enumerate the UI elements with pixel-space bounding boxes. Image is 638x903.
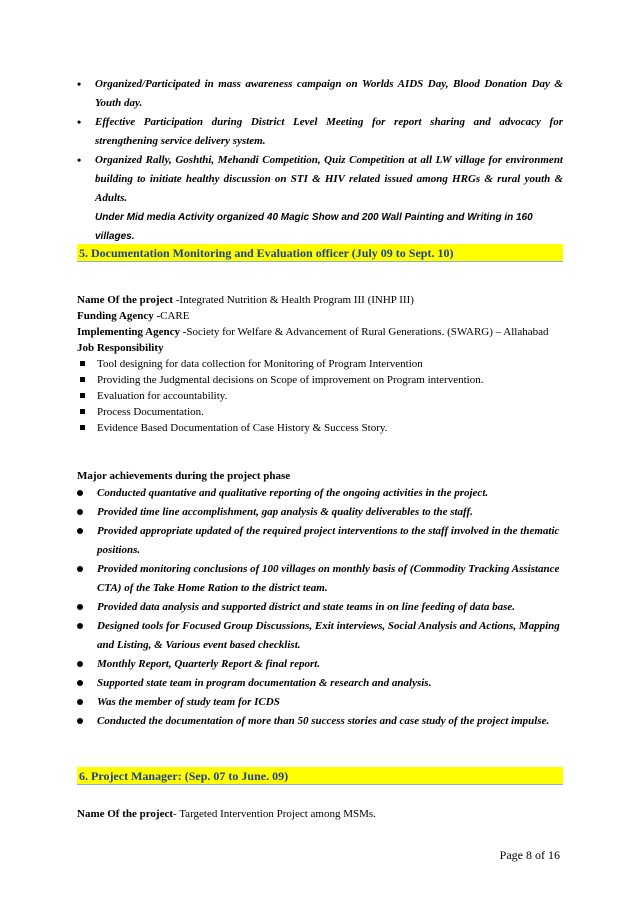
responsibility-list: [77, 356, 563, 436]
list-item: [77, 388, 563, 404]
list-item-text: Providing the Judgmental decisions on Scope of improvement on Program intervention.: [97, 374, 484, 386]
list-item-text: Evaluation for accountability.: [97, 390, 228, 402]
bullet-icon: [77, 490, 83, 496]
bullet-icon: [77, 680, 83, 686]
list-item-text: Tool designing for data collection for Monitoring of Program Intervention: [97, 358, 423, 370]
bullet-icon: [77, 566, 83, 572]
list-item: [77, 151, 563, 208]
list-item-text: Process Documentation.: [97, 406, 204, 418]
page-number: Page 8 of 16: [499, 848, 560, 862]
list-item-text: Provided appropriate updated of the required project interventions to the staff involved in the thematic positions.: [97, 525, 560, 556]
achievement-list: [77, 484, 563, 731]
implementing-line: [77, 324, 563, 340]
bullet-icon: [77, 528, 83, 534]
list-item-text: Monthly Report, Quarterly Report & final report.: [97, 658, 321, 670]
square-bullet-icon: [80, 425, 85, 430]
list-item-text: Provided data analysis and supported district and state teams in on line feeding of data base.: [97, 601, 516, 613]
bullet-icon: [77, 699, 83, 705]
list-item-text: Was the member of study team for ICDS: [97, 696, 280, 708]
list-item: [77, 674, 563, 693]
project-label: Name Of the project: [77, 808, 174, 820]
funding-value: CARE: [160, 310, 190, 322]
bullet-icon: •: [77, 115, 82, 129]
list-item-text: Organized/Participated in mass awareness campaign on Worlds AIDS Day, Blood Donation Day & Youth day.: [95, 78, 563, 109]
square-bullet-icon: [80, 377, 85, 382]
bullet-icon: [77, 718, 83, 724]
list-item-text: Provided time line accomplishment, gap analysis & quality deliverables to the staff.: [97, 506, 473, 518]
mid-media-note: Under Mid media Activity organized 40 Magic Show and 200 Wall Painting and Writing in 160 villages.: [95, 212, 533, 242]
top-bullet-list: [77, 75, 563, 246]
project-details: [77, 292, 563, 436]
list-item: [77, 655, 563, 674]
square-bullet-icon: [80, 409, 85, 414]
square-bullet-icon: [80, 361, 85, 366]
job-responsibility-label: Job Responsibility: [77, 342, 164, 354]
project-value: - Targeted Intervention Project among MSMs.: [173, 808, 376, 820]
bullet-icon: •: [77, 153, 82, 167]
list-item: [77, 404, 563, 420]
implementing-label: Implementing Agency -: [77, 326, 187, 338]
achievements-label: Major achievements during the project phase: [77, 470, 291, 482]
list-item-text: Effective Participation during District Level Meeting for report sharing and advocacy for strengthening service delivery system.: [95, 116, 563, 147]
list-item: [77, 75, 563, 113]
list-item: [77, 356, 563, 372]
list-item: [77, 693, 563, 712]
project-label: Name Of the project: [77, 294, 174, 306]
project-value: -Integrated Nutrition & Health Program III (INHP III): [173, 294, 414, 306]
list-item-text: Designed tools for Focused Group Discussions, Exit interviews, Social Analysis and Actions, Mapping and Listing, & Various event based checklist.: [97, 620, 560, 651]
implementing-value: Society for Welfare & Advancement of Rural Generations. (SWARG) – Allahabad: [186, 326, 549, 338]
bullet-icon: [77, 623, 83, 629]
list-item: [77, 420, 563, 436]
section-heading: 5. Documentation Monitoring and Evaluation officer (July 09 to Sept. 10): [77, 244, 563, 262]
section-heading: 6. Project Manager: (Sep. 07 to June. 09): [77, 767, 563, 785]
list-item-text: Supported state team in program documentation & research and analysis.: [97, 677, 432, 689]
bullet-icon: [77, 604, 83, 610]
funding-label: Funding Agency -: [77, 310, 161, 322]
list-item: [77, 712, 563, 731]
bullet-icon: [77, 661, 83, 667]
bullet-icon: [77, 509, 83, 515]
list-item: [77, 617, 563, 655]
list-item: [77, 503, 563, 522]
square-bullet-icon: [80, 393, 85, 398]
list-item: [77, 522, 563, 560]
list-item-text: Evidence Based Documentation of Case History & Success Story.: [97, 422, 388, 434]
list-item: [77, 598, 563, 617]
list-item: [77, 560, 563, 598]
list-item: [77, 372, 563, 388]
achievements: [77, 468, 563, 731]
list-item-text: Conducted the documentation of more than 50 success stories and case study of the project impulse.: [97, 715, 550, 727]
list-item-text: Provided monitoring conclusions of 100 villages on monthly basis of (Commodity Tracking Assistance CTA) of the Take Home Ration to the district team.: [97, 563, 560, 594]
list-item-text: Organized Rally, Goshthi, Mehandi Competition, Quiz Competition at all LW village for environment building to initiate healthy discussion on STI & HIV related issued among HRGs & rural youth & Adults.: [95, 154, 563, 204]
project-name-line: [77, 292, 563, 308]
list-item: [77, 484, 563, 503]
funding-line: [77, 308, 563, 324]
list-item-text: Conducted quantative and qualitative reporting of the ongoing activities in the project.: [97, 487, 489, 499]
list-item: [77, 113, 563, 151]
project-details: [77, 806, 563, 822]
bullet-icon: •: [77, 77, 82, 91]
